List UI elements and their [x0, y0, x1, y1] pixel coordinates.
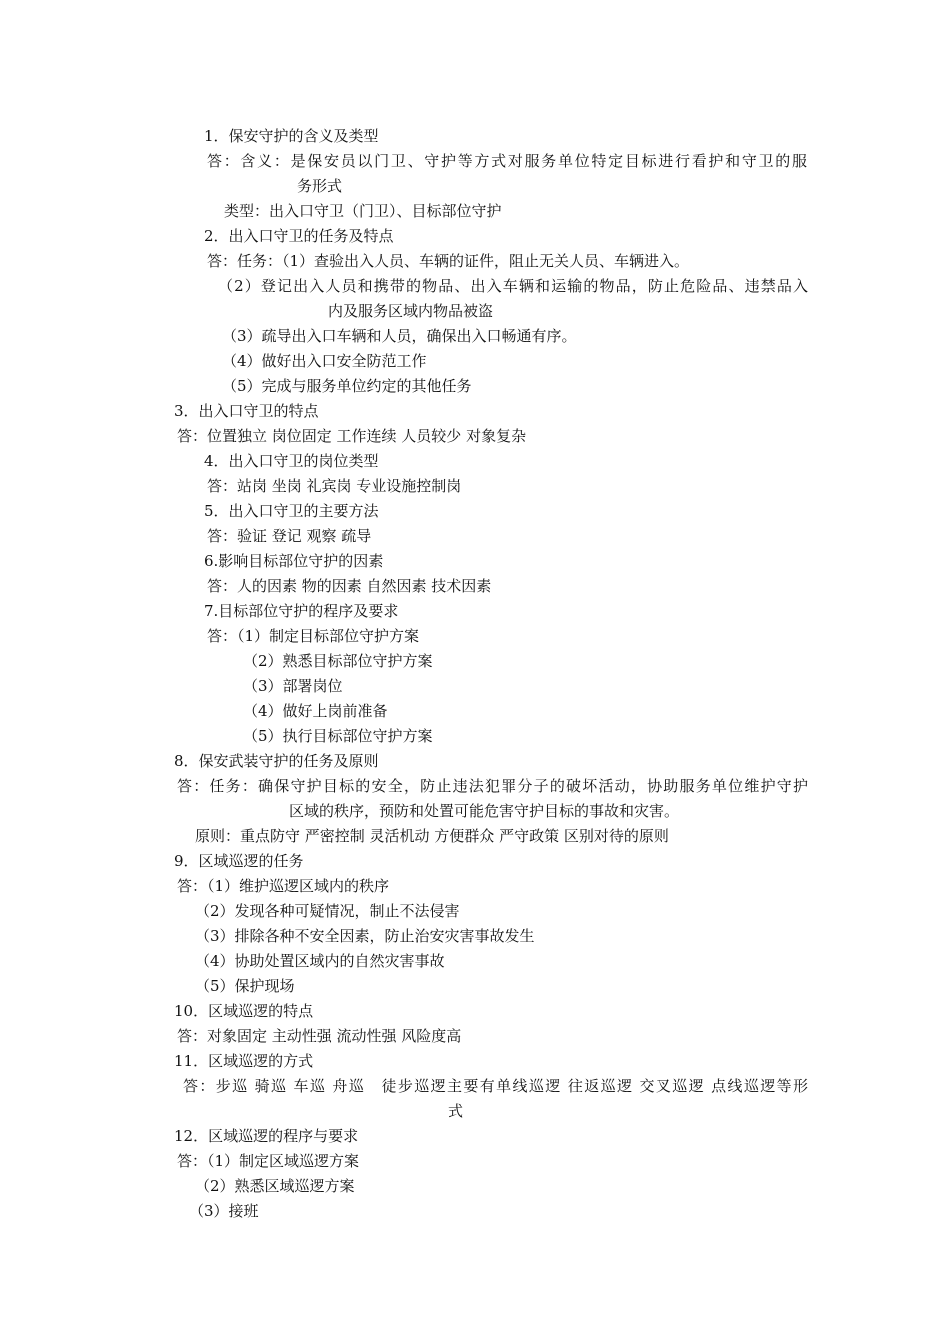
answer-8-principles: 原则：重点防守 严密控制 灵活机动 方便群众 严守政策 区别对待的原则 — [195, 827, 669, 845]
question-10-title: 10．区域巡逻的特点 — [174, 1002, 314, 1020]
question-9-title: 9．区域巡逻的任务 — [174, 852, 304, 870]
question-8-title: 8．保安武装守护的任务及原则 — [174, 752, 379, 770]
question-5-title: 5．出入口守卫的主要方法 — [204, 502, 379, 520]
answer-1-definition-cont: 务形式 — [297, 177, 343, 195]
answer-7-item-2: （2）熟悉目标部位守护方案 — [243, 652, 433, 670]
answer-2-item-2-cont: 内及服务区域内物品被盗 — [328, 302, 494, 320]
answer-3: 答：位置独立 岗位固定 工作连续 人员较少 对象复杂 — [177, 427, 527, 445]
question-11-title: 11．区域巡逻的方式 — [174, 1052, 314, 1070]
answer-12-item-3: （3）接班 — [189, 1202, 259, 1220]
answer-7-item-4: （4）做好上岗前准备 — [243, 702, 388, 720]
answer-12-item-1: 答：（1）制定区域巡逻方案 — [177, 1152, 360, 1170]
answer-2-item-2: （2）登记出入人员和携带的物品、出入车辆和运输的物品，防止危险品、违禁品入 — [218, 277, 808, 295]
answer-9-item-5: （5）保护现场 — [195, 977, 295, 995]
answer-1-types: 类型：出入口守卫（门卫）、目标部位守护 — [224, 202, 502, 220]
answer-9-item-4: （4）协助处置区域内的自然灾害事故 — [195, 952, 445, 970]
answer-7-item-3: （3）部署岗位 — [243, 677, 343, 695]
answer-2-item-3: （3）疏导出入口车辆和人员，确保出入口畅通有序。 — [222, 327, 577, 345]
answer-9-item-2: （2）发现各种可疑情况，制止不法侵害 — [195, 902, 460, 920]
question-6-title: 6.影响目标部位守护的因素 — [204, 552, 384, 570]
answer-2-item-1: 答：任务：（1）查验出入人员、车辆的证件，阻止无关人员、车辆进入。 — [207, 252, 690, 270]
answer-2-item-5: （5）完成与服务单位约定的其他任务 — [222, 377, 472, 395]
question-7-title: 7.目标部位守护的程序及要求 — [204, 602, 399, 620]
answer-2-item-4: （4）做好出入口安全防范工作 — [222, 352, 427, 370]
question-12-title: 12．区域巡逻的程序与要求 — [174, 1127, 359, 1145]
answer-6: 答：人的因素 物的因素 自然因素 技术因素 — [207, 577, 492, 595]
answer-1-definition: 答：含义：是保安员以门卫、守护等方式对服务单位特定目标进行看护和守卫的服 — [207, 152, 807, 170]
answer-7-item-5: （5）执行目标部位守护方案 — [243, 727, 433, 745]
question-2-title: 2．出入口守卫的任务及特点 — [204, 227, 394, 245]
answer-4: 答：站岗 坐岗 礼宾岗 专业设施控制岗 — [207, 477, 462, 495]
question-3-title: 3．出入口守卫的特点 — [174, 402, 319, 420]
answer-5: 答：验证 登记 观察 疏导 — [207, 527, 372, 545]
answer-8-tasks: 答：任务：确保守护目标的安全，防止违法犯罪分子的破坏活动，协助服务单位维护守护 — [177, 777, 808, 795]
answer-11: 答：步巡 骑巡 车巡 舟巡 徒步巡逻主要有单线巡逻 往返巡逻 交叉巡逻 点线巡逻等形 — [183, 1077, 808, 1095]
answer-10: 答：对象固定 主动性强 流动性强 风险度高 — [177, 1027, 462, 1045]
answer-7-item-1: 答：（1）制定目标部位守护方案 — [207, 627, 420, 645]
answer-8-tasks-cont: 区域的秩序，预防和处置可能危害守护目标的事故和灾害。 — [289, 802, 680, 820]
answer-11-cont: 式 — [448, 1102, 464, 1120]
question-1-title: 1．保安守护的含义及类型 — [204, 127, 379, 145]
question-4-title: 4．出入口守卫的岗位类型 — [204, 452, 379, 470]
answer-9-item-3: （3）排除各种不安全因素，防止治安灾害事故发生 — [195, 927, 535, 945]
answer-12-item-2: （2）熟悉区域巡逻方案 — [195, 1177, 355, 1195]
answer-9-item-1: 答：（1）维护巡逻区域内的秩序 — [177, 877, 390, 895]
